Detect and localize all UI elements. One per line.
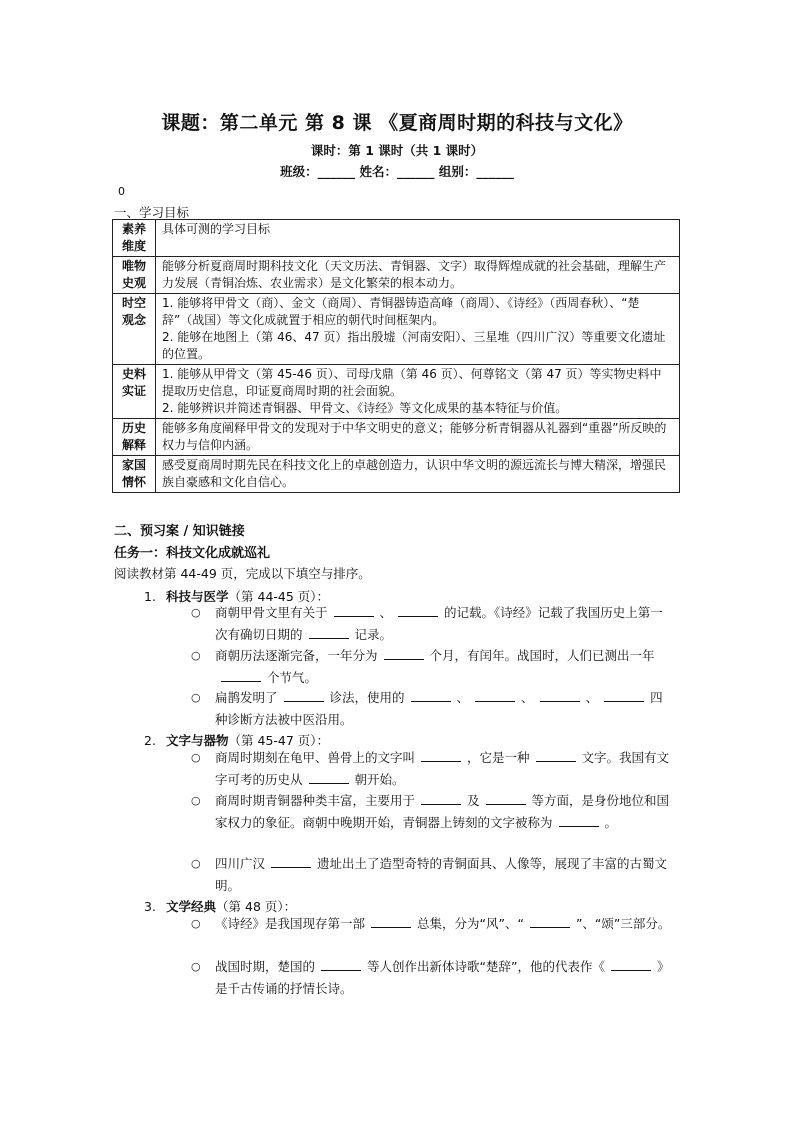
item-text: 扁鹊发明了 — [215, 690, 278, 705]
topic-name: 文字与器物 — [166, 733, 229, 748]
item-text: 商周时期刻在龟甲、兽骨上的文字叫 — [215, 750, 416, 765]
answer-blank[interactable] — [540, 689, 580, 702]
table-row — [113, 419, 680, 456]
bullet-icon: ○ — [191, 649, 201, 662]
goal-line: 能够多角度阐释甲骨文的发现对于中华文明史的意义；能够分析青铜器从礼器到“重器”所反映的权力与信仰内涵。 — [162, 421, 667, 452]
item-text: 等方面，是身份地位和国家权力的象征。商朝中晚期开始，青铜器上铸刻的文字被称为 — [215, 793, 670, 830]
bullet-icon: ○ — [191, 751, 201, 764]
answer-blank[interactable] — [309, 771, 349, 784]
answer-blank[interactable] — [334, 604, 374, 617]
item-text: 战国时期，楚国的 — [215, 959, 316, 974]
answer-blank[interactable] — [530, 915, 570, 928]
answer-blank[interactable] — [486, 792, 526, 805]
answer-blank[interactable] — [536, 749, 576, 762]
list-item — [191, 602, 671, 646]
table-row — [113, 365, 680, 419]
table-cell-text — [156, 257, 680, 294]
item-text: 、 — [585, 690, 599, 705]
answer-blank[interactable] — [559, 814, 599, 827]
answer-blank[interactable] — [411, 689, 451, 702]
bullet-icon: ○ — [191, 960, 201, 973]
table-cell-cat: 史料实证 — [113, 365, 156, 419]
section-heading-preview: 二、预习案 / 知识链接 — [114, 524, 245, 539]
item-text: 、 — [379, 605, 393, 620]
list-item — [191, 747, 671, 791]
table-cell-text — [156, 365, 680, 419]
table-cell-text — [156, 294, 680, 365]
topic-number: 3. — [144, 899, 156, 914]
answer-blank[interactable] — [398, 604, 438, 617]
table-row — [113, 257, 680, 294]
goal-line: 2. 能够辨识并简述青铜器、甲骨文、《诗经》等文化成果的基本特征与价值。 — [162, 401, 568, 415]
bullet-icon: ○ — [191, 857, 201, 870]
answer-blank[interactable] — [604, 689, 644, 702]
item-text: 商周时期青铜器种类丰富，主要用于 — [215, 793, 416, 808]
answer-blank[interactable] — [271, 855, 311, 868]
item-text: 《诗经》是我国现存第一部 — [215, 916, 366, 931]
table-row — [113, 456, 680, 493]
item-text: 、 — [521, 690, 534, 705]
item-text: 的记载。《诗经》记载了我国历史上第一次有确切日期的 — [215, 605, 663, 642]
item-text: 总集，分为“风”、“ — [417, 916, 524, 931]
list-item — [191, 790, 671, 834]
goal-line: 2. 能够在地图上（第 46、47 页）指出殷墟（河南安阳）、三星堆（四川广汉）等重要文化遗址的位置。 — [162, 330, 666, 361]
lesson-period: 课时：第 1 课时（共 1 课时） — [310, 143, 484, 158]
item-text: 商朝历法逐渐完备，一年分为 — [215, 648, 378, 663]
list-item — [191, 645, 671, 689]
answer-blank[interactable] — [421, 792, 461, 805]
item-text: ，它是一种 — [467, 750, 530, 765]
goal-line: 能够分析夏商周时期科技文化（天文历法、青铜器、文字）取得辉煌成就的社会基础，理解生产力发展（青铜冶炼、农业需求）是文化繁荣的根本动力。 — [162, 259, 667, 290]
goal-line: 1. 能够将甲骨文（商）、金文（商周）、青铜器铸造高峰（商周）、《诗经》（西周春秋）、“楚辞”（战国）等文化成就置于相应的朝代时间框架内。 — [162, 296, 640, 327]
table-cell-cat: 时空观念 — [113, 294, 156, 365]
item-text: 朝开始。 — [354, 772, 405, 787]
item-text: 等人创作出新体诗歌“楚辞”，他的代表作《 — [367, 959, 605, 974]
answer-blank[interactable] — [611, 958, 651, 971]
instruction-text: 阅读教材第 44-49 页，完成以下填空与排序。 — [114, 566, 371, 581]
topic-number: 2. — [144, 733, 156, 748]
answer-blank[interactable] — [321, 958, 361, 971]
list-item — [191, 687, 671, 731]
table-cell-text — [156, 456, 680, 493]
goal-line: 感受夏商周时期先民在科技文化上的卓越创造力，认识中华文明的源远流长与博大精深，增强民族自豪感和文化自信心。 — [162, 458, 667, 489]
answer-blank[interactable] — [309, 626, 349, 639]
table-cell-cat: 唯物史观 — [113, 257, 156, 294]
answer-blank[interactable] — [284, 689, 324, 702]
topic-name: 科技与医学 — [166, 589, 229, 604]
answer-blank[interactable] — [384, 647, 424, 660]
student-info-line: 班级：______ 姓名：______ 组别：______ — [280, 164, 514, 179]
list-item — [191, 913, 671, 935]
goal-line: 1. 能够从甲骨文（第 45-46 页）、司母戊鼎（第 46 页）、何尊铭文（第 47 页）等实物史料中提取历史信息，印证夏商周时期的社会面貌。 — [162, 367, 662, 398]
table-cell-cat: 历史解释 — [113, 419, 156, 456]
item-text: 个月，有闰年。战国时，人们已测出一年 — [429, 648, 655, 663]
item-text: 遗址出土了造型奇特的青铜面具、人像等，展现了丰富的古蜀文明。 — [215, 856, 668, 893]
item-text: 记录。 — [354, 627, 393, 642]
table-cell-cat: 家国情怀 — [113, 456, 156, 493]
bullet-icon: ○ — [191, 917, 201, 930]
bullet-icon: ○ — [191, 794, 201, 807]
bullet-icon: ○ — [191, 691, 201, 704]
topic-name: 文学经典 — [166, 899, 217, 914]
table-header-row — [113, 220, 680, 257]
page-title: 课题：第二单元 第 8 课 《夏商周时期的科技与文化》 — [161, 112, 633, 134]
answer-blank[interactable] — [371, 915, 411, 928]
stray-mark: 0 — [118, 185, 125, 198]
item-text: 文字。我国有文字可考的历史从 — [215, 750, 670, 787]
table-header-text: 具体可测的学习目标 — [156, 220, 680, 257]
list-item — [191, 853, 671, 897]
item-text: 》是千古传诵的抒情长诗。 — [215, 959, 670, 996]
answer-blank[interactable] — [221, 669, 261, 682]
item-text: ”、“颂”三部分。 — [575, 916, 671, 931]
bullet-icon: ○ — [191, 606, 201, 619]
answer-blank[interactable] — [475, 689, 515, 702]
topic-number: 1. — [144, 589, 156, 604]
topic-pages: （第 44-45 页）： — [228, 589, 330, 604]
topic-pages: （第 45-47 页）： — [228, 733, 330, 748]
item-text: 商朝甲骨文里有关于 — [215, 605, 328, 620]
item-text: 、 — [456, 690, 470, 705]
answer-blank[interactable] — [421, 749, 461, 762]
table-row — [113, 294, 680, 365]
section-heading-goals: 一、学习目标 — [114, 205, 190, 220]
item-text: 个节气。 — [267, 670, 318, 685]
item-text: 四种诊断方法被中医沿用。 — [215, 690, 663, 727]
task-heading: 任务一：科技文化成就巡礼 — [114, 546, 271, 561]
topic-pages: （第 48 页）： — [216, 899, 297, 914]
goals-table — [112, 219, 680, 493]
list-item — [191, 956, 671, 1000]
item-text: 及 — [467, 793, 480, 808]
item-text: 诊法，使用的 — [329, 690, 405, 705]
item-text: 。 — [604, 815, 618, 830]
item-text: 四川广汉 — [215, 856, 266, 871]
table-cell-text — [156, 419, 680, 456]
table-header-cat: 素养维度 — [113, 220, 156, 257]
